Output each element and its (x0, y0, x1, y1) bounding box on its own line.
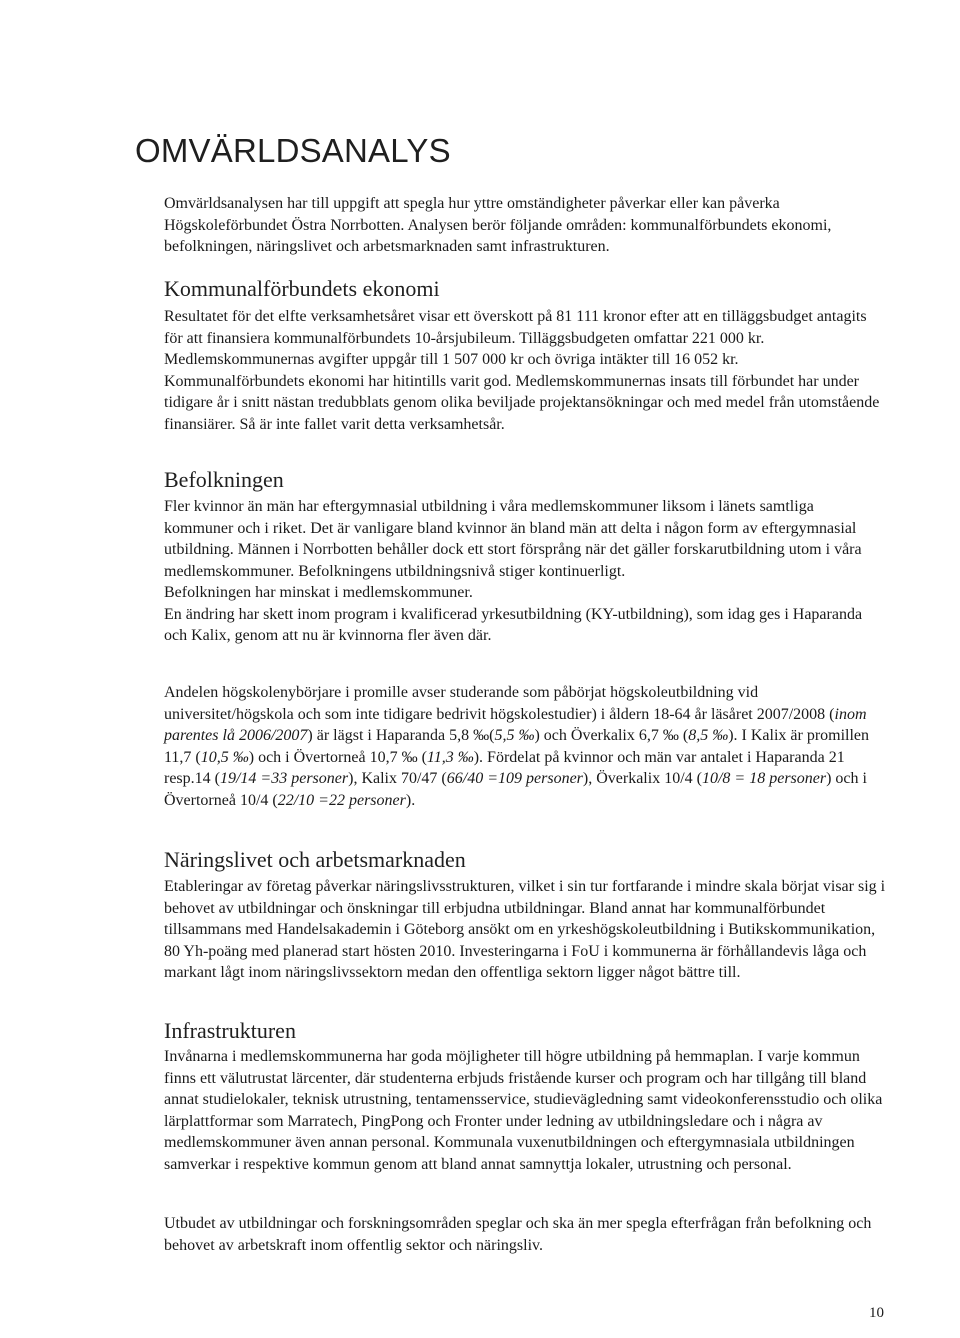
intro-section (164, 193, 886, 258)
befolkningen-paragraph-1: Fler kvinnor än män har eftergymnasial utbildning i våra medlemskommuner liksom i länets samtliga kommuner och i riket. Det är vanligare bland kvinnor än bland män att delta i någon form av eftergymnasial utbildning. Männen i Norrbotten behåller dock ett stort försprång när det gäller forskarutbildning utom i våra medlemskommuner. Befolkningens utbildningsnivå stiger kontinuerligt. (164, 498, 862, 580)
intro-paragraph: Omvärldsanalysen har till uppgift att spegla hur yttre omständigheter påverkar eller kan påverka Högskoleförbundet Östra Norrbotten. Analysen berör följande områden: kommunalförbundets ekonomi, befolkningen, näringslivet och arbetsmarknaden samt infrastrukturen. (164, 195, 832, 255)
andel-text-6: ). Fördelat på kvinnor och män var antalet i Haparanda 21 resp.14 ( (164, 748, 845, 787)
befolkningen-paragraph-2: Befolkningen har minskat i medlemskommuner. (164, 584, 473, 601)
utbud-section (164, 1213, 886, 1256)
befolkningen-paragraph-3: En ändring har skett inom program i kvalificerad yrkesutbildning (KY-utbildning), som idag ges i Haparanda och Kalix, genom att nu är kvinnorna fler även där. (164, 605, 863, 644)
andel-text-3: ) och Överkalix 6,7 ‰ ( (534, 727, 689, 744)
infrastrukturen-paragraph-1: Invånarna i medlemskommunerna har goda möjligheter till högre utbildning på hemmaplan. I varje kommun finns ett välutrustat lärcenter, där studenterna erbjuds fristående kurser och program och har tillgång till bland annat studielokaler, teknisk utrustning, tentamensservice, studievägledning samt videokonferensstudio och olika lärplattformar som Marratech, PingPong och Fronter under ledning av utbildningsledare och i några av medlemskommuner även annan personal. Kommunala vuxenutbildningen och eftergymnasiala utbildningen samverkar i respektive kommun genom att bland annat samnyttja lokaler, utrustning och personal. (164, 1048, 883, 1173)
andel-italic-2: 5,5 ‰ (494, 727, 535, 744)
andel-text-5: ) och i Övertorneå 10,7 ‰ ( (248, 748, 427, 766)
heading-infrastrukturen: Infrastrukturen (164, 1018, 296, 1043)
andel-italic-6: 19/14 =33 personer (219, 770, 349, 787)
andel-text-2: ) är lägst i Haparanda 5,8 ‰( (307, 727, 495, 744)
andel-italic-3: 8,5 ‰ (688, 727, 729, 744)
andel-italic-9: 22/10 =22 personer (277, 791, 406, 809)
andel-italic-5: 11,3 ‰ (426, 748, 474, 766)
andel-text-8: ), Överkalix 10/4 ( (582, 770, 702, 787)
andel-paragraph (164, 682, 886, 811)
andel-text-4: ). I Kalix är promillen 11,7 ( (164, 727, 870, 766)
infrastrukturen-section (164, 1046, 886, 1175)
infrastrukturen-paragraph-2: Utbudet av utbildningar och forskningsområden speglar och ska än mer spegla efterfrågan från befolkning och behovet av arbetskraft inom offentlig sektor och näringsliv. (164, 1215, 872, 1254)
andel-text-1: Andelen högskolenybörjare i promille avser studerande som påbörjat högskoleutbildning vid universitet/högskola och som inte tidigare bedrivit högskolestudier) i åldern 18-64 år läsåret 2007/2008 ( (164, 684, 835, 723)
naringslivet-paragraph-1: Etableringar av företag påverkar näringslivsstrukturen, vilket i sin tur fortfarande i mindre skala börjat visar sig i behovet av utbildningar och önskningar till erbjudna utbildningar. Bland annat har kommunalförbundet tillsammans med Handelsakademin i Göteborg ansökt om en yrkeshögskoleutbildning i Butikskommunikation, 80 Yh-poäng med planerad start hösten 2010. Investeringarna i FoU i kommunerna är förhållandevis låga och markant lågt inom näringslivssektorn medan den offentliga sektorn ligger något bättre till. (164, 878, 886, 981)
befolkningen-section (164, 496, 886, 647)
page-number: 10 (869, 1305, 884, 1321)
naringslivet-section (164, 876, 886, 984)
andel-text-7: ), Kalix 70/47 ( (348, 770, 447, 787)
andel-text-9: ) och i Övertorneå 10/4 ( (164, 770, 867, 809)
heading-befolkningen: Befolkningen (164, 467, 284, 492)
ekonomi-section (164, 306, 886, 435)
page-title: OMVÄRLDSANALYS (135, 132, 451, 169)
andel-section (164, 682, 886, 811)
andel-text-10: ). (405, 791, 416, 809)
andel-italic-8: 10/8 = 18 personer (701, 770, 827, 787)
andel-italic-7: 66/40 =109 personer (446, 770, 583, 787)
heading-ekonomi: Kommunalförbundets ekonomi (164, 276, 440, 301)
andel-italic-1: inom parentes lå 2006/2007 (164, 705, 867, 744)
heading-naringslivet: Näringslivet och arbetsmarknaden (164, 847, 466, 872)
ekonomi-paragraph-1: Resultatet för det elfte verksamhetsåret visar ett överskott på 81 111 kronor efter att en tilläggsbudget antagits för att finansiera kommunalförbundets 10-årsjubileum. Tilläggsbudgeten omfattar 221 000 kr. Medlemskommunernas avgifter uppgår till 1 507 000 kr och övriga intäkter till 16 052 kr. (164, 308, 867, 368)
ekonomi-paragraph-2: Kommunalförbundets ekonomi har hitintills varit god. Medlemskommunernas insats till förbundet har under tidigare år i snitt nästan tredubblats genom olika beviljade projektansökningar och med medel från utomstående finansiärer. Så är inte fallet varit detta verksamhetsår. (164, 372, 880, 433)
andel-italic-4: 10,5 ‰ (200, 748, 249, 766)
